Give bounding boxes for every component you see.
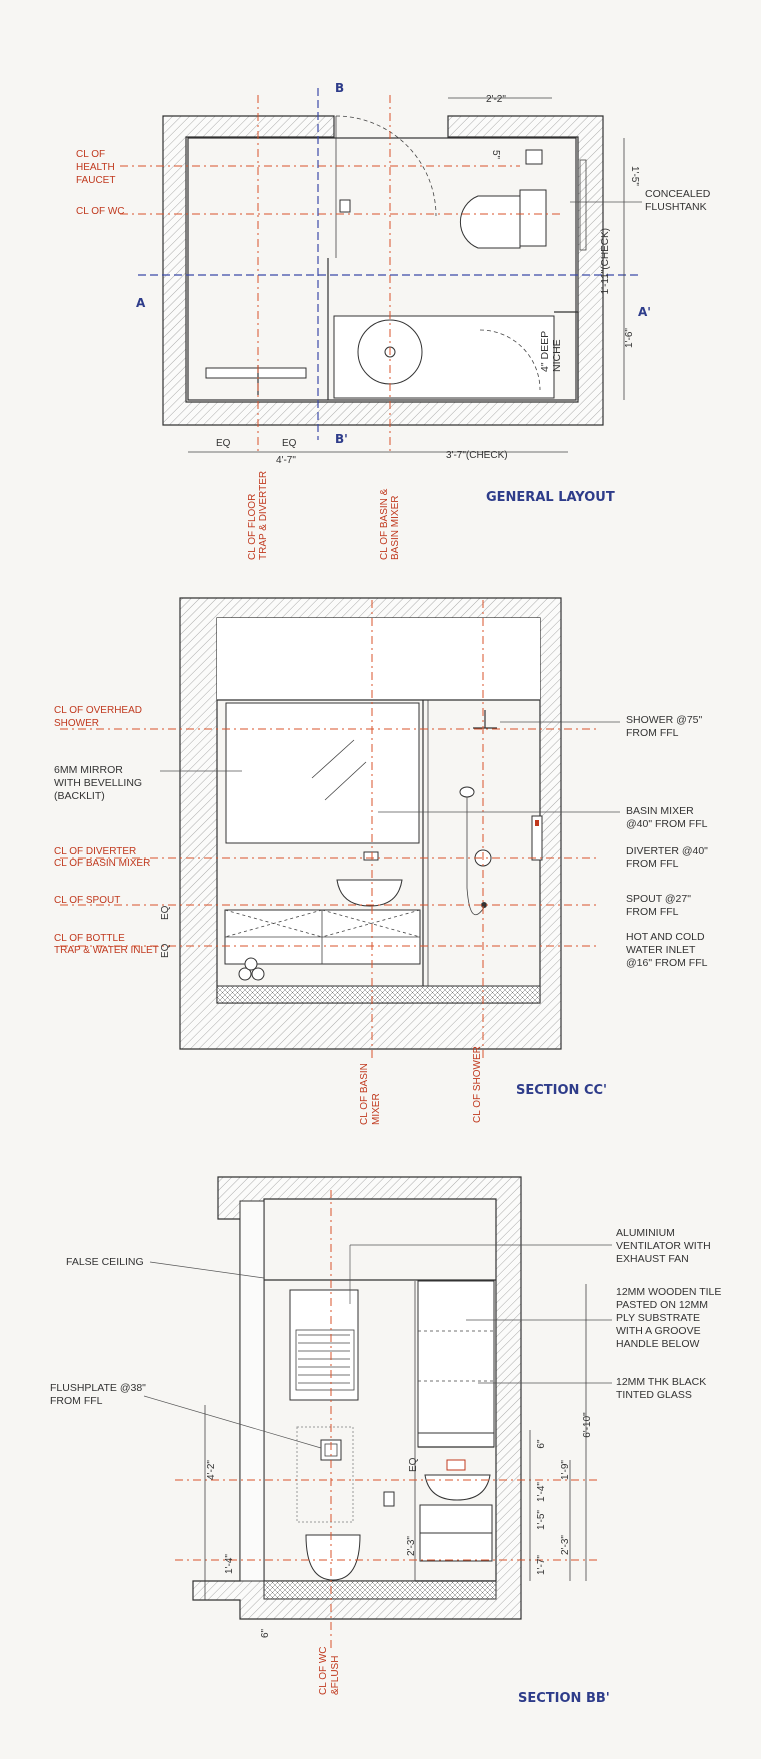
svg-text:EQ: EQ (160, 943, 171, 958)
bb-floor (264, 1581, 496, 1599)
section-bb (50, 1177, 724, 1706)
label-diverter-height: DIVERTER @40" FROM FFL (626, 845, 708, 870)
svg-text:1'-4": 1'-4" (224, 1554, 235, 1574)
label-flushplate: FLUSHPLATE @38" FROM FFL (50, 1382, 146, 1407)
cc-hand-shower (460, 787, 474, 797)
label-cl-basin: CL OF BASIN & BASIN MIXER (379, 488, 401, 560)
label-bb-cl-wc: CL OF WC &FLUSH (318, 1646, 341, 1695)
svg-text:2'-2": 2'-2" (486, 94, 506, 105)
svg-text:4'-7": 4'-7" (276, 455, 296, 466)
label-spout-height: SPOUT @27" FROM FFL (626, 893, 691, 918)
cc-basin-mixer (364, 852, 378, 860)
label-cl-wc: CL OF WC (76, 206, 125, 217)
bb-vanity-bottom (420, 1533, 492, 1561)
svg-text:1'-5": 1'-5" (629, 166, 640, 186)
svg-text:6": 6" (536, 1439, 547, 1449)
svg-text:3'-7"(CHECK): 3'-7"(CHECK) (446, 450, 508, 461)
plan-floor-trap (206, 368, 306, 378)
bb-basin-mixer (447, 1460, 465, 1470)
svg-text:5": 5" (490, 150, 501, 160)
svg-text:EQ: EQ (282, 438, 297, 449)
label-cl-spout: CL OF SPOUT (54, 895, 121, 906)
title-general-layout: GENERAL LAYOUT (486, 490, 615, 505)
svg-text:4'-2": 4'-2" (206, 1460, 217, 1480)
label-false-ceiling: FALSE CEILING (66, 1256, 144, 1268)
label-water-inlet: HOT AND COLD WATER INLET @16" FROM FFL (626, 931, 708, 969)
label-basin-mixer-height: BASIN MIXER @40" FROM FFL (626, 805, 708, 830)
label-concealed-flushtank: CONCEALED FLUSHTANK (645, 188, 711, 213)
bb-ventilator (290, 1290, 358, 1400)
label-cc-cl-basin: CL OF BASIN MIXER (359, 1063, 382, 1125)
bb-wooden-cabinet (418, 1281, 494, 1433)
svg-text:EQ: EQ (408, 1457, 419, 1472)
svg-text:6'-10": 6'-10" (582, 1412, 593, 1438)
plan-wc (460, 196, 520, 248)
cc-basin (337, 880, 402, 906)
general-layout-plan (76, 81, 713, 560)
title-section-bb: SECTION BB' (518, 1691, 610, 1706)
svg-text:2'-3": 2'-3" (560, 1535, 571, 1555)
section-mark-a-prime: A' (638, 305, 651, 319)
svg-text:6": 6" (260, 1628, 271, 1638)
label-ventilator: ALUMINIUM VENTILATOR WITH EXHAUST FAN (616, 1227, 711, 1265)
label-mirror: 6MM MIRROR WITH BEVELLING (BACKLIT) (54, 764, 143, 802)
section-mark-b: B (335, 81, 345, 95)
svg-text:EQ: EQ (160, 905, 171, 920)
title-section-cc: SECTION CC' (516, 1083, 608, 1098)
label-deep-niche: 4" DEEP NICHE (539, 331, 563, 372)
section-cc (54, 598, 711, 1125)
label-wooden-tile: 12MM WOODEN TILE PASTED ON 12MM PLY SUBSTRATE WITH A GROOVE HANDLE BELOW (616, 1286, 722, 1350)
label-cl-bottle-trap: CL OF BOTTLE TRAP & WATER INLET (54, 933, 159, 956)
cc-floor (217, 986, 540, 1003)
svg-text:1'-4": 1'-4" (536, 1482, 547, 1502)
svg-text:1'-5": 1'-5" (536, 1510, 547, 1530)
plan-flushtank (520, 190, 546, 246)
label-cl-overhead-shower: CL OF OVERHEAD SHOWER (54, 705, 142, 729)
label-cl-health-faucet: CL OF HEALTH FAUCET (76, 149, 116, 186)
bb-basin (425, 1475, 490, 1500)
label-cl-floor-trap: CL OF FLOOR TRAP & DIVERTER (247, 470, 269, 560)
section-mark-a: A (136, 296, 146, 310)
svg-text:1'-11"(CHECK): 1'-11"(CHECK) (600, 228, 611, 295)
plan-health-faucet (526, 150, 542, 164)
cc-mirror (226, 703, 419, 843)
svg-text:EQ: EQ (216, 438, 231, 449)
bb-wc (306, 1535, 360, 1580)
svg-text:1'-6": 1'-6" (624, 328, 635, 348)
svg-text:1'-9": 1'-9" (560, 1460, 571, 1480)
section-mark-b-prime: B' (335, 432, 348, 446)
label-cl-diverter: CL OF DIVERTER CL OF BASIN MIXER (54, 846, 151, 869)
bb-vanity-top (420, 1505, 492, 1533)
label-tinted-glass: 12MM THK BLACK TINTED GLASS (616, 1376, 707, 1401)
label-shower-height: SHOWER @75" FROM FFL (626, 714, 703, 739)
svg-text:2'-3": 2'-3" (406, 1536, 417, 1556)
label-cc-cl-shower: CL OF SHOWER (472, 1046, 483, 1123)
svg-text:1'-7": 1'-7" (536, 1555, 547, 1575)
